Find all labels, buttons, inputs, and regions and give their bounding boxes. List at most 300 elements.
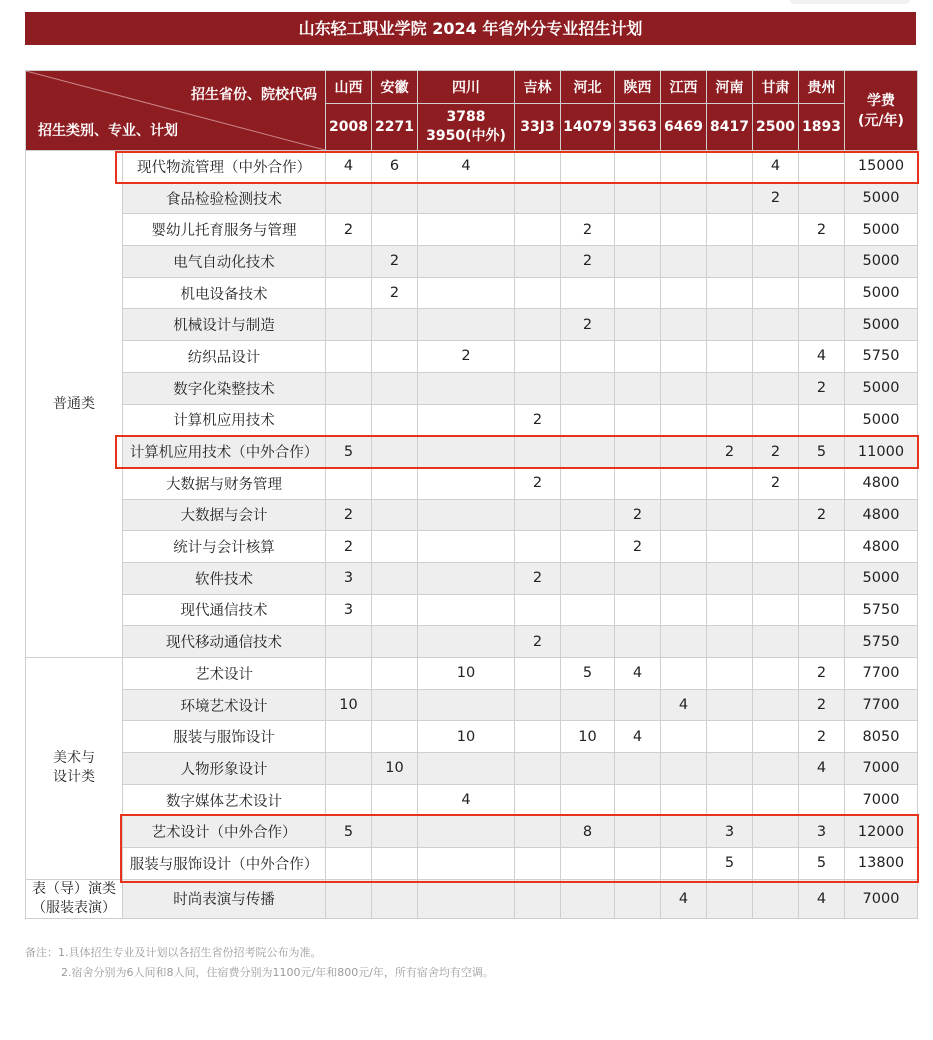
plan-count — [326, 626, 372, 658]
plan-count — [372, 626, 418, 658]
plan-count — [561, 182, 615, 214]
plan-count — [418, 246, 515, 278]
plan-count: 2 — [707, 436, 753, 468]
plan-count — [707, 658, 753, 690]
plan-count — [561, 436, 615, 468]
plan-count — [418, 594, 515, 626]
plan-count — [661, 499, 707, 531]
province-code: 8417 — [707, 104, 753, 151]
plan-count — [561, 626, 615, 658]
plan-count — [661, 848, 707, 880]
plan-count — [615, 246, 661, 278]
tuition-fee: 5000 — [845, 246, 918, 278]
plan-count — [753, 277, 799, 309]
plan-count: 5 — [707, 848, 753, 880]
plan-count: 2 — [326, 499, 372, 531]
tuition-fee: 4800 — [845, 531, 918, 563]
plan-count — [661, 309, 707, 341]
table-row — [26, 784, 918, 816]
tuition-fee: 15000 — [845, 151, 918, 183]
plan-count — [707, 626, 753, 658]
plan-count — [561, 531, 615, 563]
plan-count — [707, 562, 753, 594]
plan-count — [515, 816, 561, 848]
province-name: 江西 — [661, 71, 707, 104]
plan-count — [418, 879, 515, 918]
major-name: 现代移动通信技术 — [123, 626, 326, 658]
major-name: 纺织品设计 — [123, 341, 326, 373]
plan-count — [372, 309, 418, 341]
major-name: 大数据与财务管理 — [123, 467, 326, 499]
plan-count: 2 — [799, 658, 845, 690]
major-name: 艺术设计 — [123, 658, 326, 690]
plan-count — [707, 531, 753, 563]
plan-count — [515, 246, 561, 278]
plan-count — [661, 626, 707, 658]
plan-count — [661, 784, 707, 816]
plan-count — [561, 151, 615, 183]
plan-count — [661, 246, 707, 278]
province-code: 14079 — [561, 104, 615, 151]
plan-count: 2 — [799, 689, 845, 721]
plan-count — [615, 784, 661, 816]
plan-count — [372, 784, 418, 816]
tuition-fee: 5000 — [845, 214, 918, 246]
plan-count — [372, 594, 418, 626]
plan-count — [418, 309, 515, 341]
plan-count — [561, 594, 615, 626]
plan-count — [753, 753, 799, 785]
province-name: 贵州 — [799, 71, 845, 104]
fee-header: 学费 (元/年) — [845, 71, 918, 151]
major-name: 服装与服饰设计（中外合作） — [123, 848, 326, 880]
plan-count — [372, 879, 418, 918]
plan-count — [707, 594, 753, 626]
plan-count — [615, 626, 661, 658]
table-row — [26, 499, 918, 531]
plan-count — [418, 372, 515, 404]
tuition-fee: 5750 — [845, 626, 918, 658]
plan-count — [418, 626, 515, 658]
plan-count: 2 — [515, 404, 561, 436]
plan-count — [799, 309, 845, 341]
plan-count — [707, 467, 753, 499]
tuition-fee: 5750 — [845, 341, 918, 373]
plan-count — [372, 658, 418, 690]
plan-count: 10 — [418, 721, 515, 753]
plan-count — [418, 753, 515, 785]
plan-count — [418, 531, 515, 563]
province-name: 安徽 — [372, 71, 418, 104]
tuition-fee: 13800 — [845, 848, 918, 880]
plan-count — [707, 499, 753, 531]
plan-count: 2 — [799, 721, 845, 753]
plan-count — [372, 848, 418, 880]
plan-count: 5 — [799, 848, 845, 880]
province-code: 2500 — [753, 104, 799, 151]
plan-count — [326, 467, 372, 499]
plan-count: 10 — [326, 689, 372, 721]
tuition-fee: 11000 — [845, 436, 918, 468]
plan-count — [418, 182, 515, 214]
plan-count — [615, 404, 661, 436]
plan-count: 2 — [418, 341, 515, 373]
plan-count — [799, 594, 845, 626]
table-row — [26, 372, 918, 404]
plan-count — [418, 848, 515, 880]
plan-count — [707, 372, 753, 404]
plan-count — [561, 562, 615, 594]
plan-count — [615, 816, 661, 848]
table-row — [26, 531, 918, 563]
tuition-fee: 4800 — [845, 467, 918, 499]
plan-count — [615, 277, 661, 309]
plan-count — [661, 753, 707, 785]
plan-count — [326, 784, 372, 816]
plan-count — [372, 436, 418, 468]
plan-count — [615, 467, 661, 499]
plan-count — [753, 562, 799, 594]
header-corner — [26, 71, 326, 151]
plan-count: 3 — [799, 816, 845, 848]
plan-count — [326, 848, 372, 880]
major-name: 食品检验检测技术 — [123, 182, 326, 214]
plan-count: 2 — [799, 499, 845, 531]
plan-count — [372, 721, 418, 753]
plan-count — [615, 341, 661, 373]
plan-count — [799, 151, 845, 183]
plan-count — [372, 182, 418, 214]
plan-count — [372, 689, 418, 721]
plan-count — [515, 214, 561, 246]
note-1: 备注：1.具体招生专业及计划以各招生省份招考院公布为准。 — [25, 946, 322, 959]
plan-count — [753, 531, 799, 563]
province-name: 河北 — [561, 71, 615, 104]
plan-count: 5 — [799, 436, 845, 468]
plan-count — [661, 594, 707, 626]
plan-count: 4 — [326, 151, 372, 183]
table-row — [26, 151, 918, 183]
plan-count: 4 — [615, 658, 661, 690]
plan-count — [372, 499, 418, 531]
plan-count: 2 — [326, 531, 372, 563]
plan-count — [515, 277, 561, 309]
tuition-fee: 5750 — [845, 594, 918, 626]
plan-count: 10 — [372, 753, 418, 785]
plan-count — [661, 182, 707, 214]
table-row — [26, 341, 918, 373]
plan-count: 2 — [753, 467, 799, 499]
plan-count — [418, 467, 515, 499]
plan-count — [515, 784, 561, 816]
plan-count: 2 — [561, 246, 615, 278]
plan-count — [326, 658, 372, 690]
province-code: 3563 — [615, 104, 661, 151]
plan-count — [372, 372, 418, 404]
major-name: 现代物流管理（中外合作） — [123, 151, 326, 183]
plan-count — [418, 816, 515, 848]
plan-count — [799, 467, 845, 499]
plan-count — [799, 246, 845, 278]
plan-count — [799, 182, 845, 214]
plan-count: 2 — [515, 562, 561, 594]
table-row — [26, 404, 918, 436]
major-name: 数字化染整技术 — [123, 372, 326, 404]
plan-count — [561, 753, 615, 785]
plan-count: 3 — [707, 816, 753, 848]
plan-count — [753, 848, 799, 880]
major-name: 计算机应用技术 — [123, 404, 326, 436]
major-name: 计算机应用技术（中外合作） — [123, 436, 326, 468]
plan-count: 4 — [799, 341, 845, 373]
plan-count — [661, 562, 707, 594]
plan-count — [753, 499, 799, 531]
plan-count — [615, 594, 661, 626]
plan-count — [418, 689, 515, 721]
plan-count — [661, 404, 707, 436]
tuition-fee: 7700 — [845, 658, 918, 690]
plan-count — [326, 404, 372, 436]
plan-count — [515, 689, 561, 721]
plan-count — [515, 848, 561, 880]
table-row — [26, 879, 918, 918]
plan-count — [615, 372, 661, 404]
tuition-fee: 7700 — [845, 689, 918, 721]
tuition-fee: 5000 — [845, 277, 918, 309]
plan-count — [561, 341, 615, 373]
plan-count — [753, 246, 799, 278]
plan-count — [615, 182, 661, 214]
plan-count — [326, 753, 372, 785]
province-name: 四川 — [418, 71, 515, 104]
plan-count — [661, 721, 707, 753]
plan-count — [372, 562, 418, 594]
tuition-fee: 5000 — [845, 562, 918, 594]
plan-count — [418, 562, 515, 594]
plan-count — [615, 689, 661, 721]
plan-count — [707, 182, 753, 214]
table-row — [26, 246, 918, 278]
plan-count — [707, 879, 753, 918]
major-name: 机械设计与制造 — [123, 309, 326, 341]
plan-count — [561, 372, 615, 404]
plan-count — [753, 816, 799, 848]
plan-count — [418, 214, 515, 246]
plan-count: 2 — [515, 626, 561, 658]
plan-count — [515, 341, 561, 373]
table-row — [26, 182, 918, 214]
plan-count — [515, 499, 561, 531]
plan-count — [661, 436, 707, 468]
major-name: 软件技术 — [123, 562, 326, 594]
plan-count: 10 — [561, 721, 615, 753]
plan-count: 4 — [799, 879, 845, 918]
province-code: 2008 — [326, 104, 372, 151]
table-row — [26, 753, 918, 785]
plan-count — [326, 879, 372, 918]
province-name: 河南 — [707, 71, 753, 104]
plan-count: 2 — [372, 277, 418, 309]
tuition-fee: 7000 — [845, 784, 918, 816]
major-name: 人物形象设计 — [123, 753, 326, 785]
plan-count — [615, 436, 661, 468]
table-row — [26, 309, 918, 341]
plan-count — [515, 721, 561, 753]
plan-count — [515, 309, 561, 341]
plan-count — [515, 879, 561, 918]
plan-count: 4 — [418, 151, 515, 183]
plan-count — [515, 151, 561, 183]
plan-count — [753, 658, 799, 690]
plan-count — [753, 626, 799, 658]
plan-count — [707, 277, 753, 309]
plan-count: 10 — [418, 658, 515, 690]
plan-count — [753, 214, 799, 246]
plan-count — [661, 372, 707, 404]
plan-count — [561, 848, 615, 880]
plan-count: 4 — [615, 721, 661, 753]
corner-category-label: 招生类别、专业、计划 — [38, 123, 178, 139]
table-row — [26, 562, 918, 594]
plan-count: 8 — [561, 816, 615, 848]
plan-count — [561, 499, 615, 531]
province-name: 山西 — [326, 71, 372, 104]
plan-count: 4 — [661, 689, 707, 721]
enrollment-plan-table — [25, 70, 918, 919]
plan-count — [753, 309, 799, 341]
plan-count — [515, 182, 561, 214]
plan-count — [515, 531, 561, 563]
province-code: 6469 — [661, 104, 707, 151]
plan-count — [799, 562, 845, 594]
plan-count — [707, 721, 753, 753]
plan-count: 6 — [372, 151, 418, 183]
table-header — [26, 71, 918, 151]
plan-count: 3 — [326, 562, 372, 594]
province-name: 甘肃 — [753, 71, 799, 104]
plan-count: 4 — [753, 151, 799, 183]
plan-count — [707, 309, 753, 341]
plan-count — [326, 372, 372, 404]
plan-count — [753, 594, 799, 626]
plan-count — [799, 784, 845, 816]
plan-count — [707, 753, 753, 785]
plan-count: 2 — [561, 214, 615, 246]
plan-count: 5 — [326, 436, 372, 468]
plan-count — [418, 404, 515, 436]
plan-count — [326, 277, 372, 309]
plan-count — [661, 531, 707, 563]
plan-count — [615, 562, 661, 594]
plan-count: 2 — [615, 531, 661, 563]
plan-count — [707, 151, 753, 183]
plan-count — [799, 404, 845, 436]
plan-count — [799, 277, 845, 309]
plan-count — [418, 277, 515, 309]
plan-count — [661, 816, 707, 848]
plan-count: 3 — [326, 594, 372, 626]
plan-count — [753, 879, 799, 918]
table-row — [26, 816, 918, 848]
plan-count — [515, 594, 561, 626]
plan-count: 5 — [561, 658, 615, 690]
tuition-fee: 7000 — [845, 879, 918, 918]
province-name: 吉林 — [515, 71, 561, 104]
top-shadow — [790, 0, 910, 4]
table-body — [26, 151, 918, 919]
plan-count — [753, 721, 799, 753]
plan-count — [615, 309, 661, 341]
plan-count — [418, 499, 515, 531]
plan-count — [661, 467, 707, 499]
plan-count — [326, 182, 372, 214]
plan-count — [326, 341, 372, 373]
plan-count — [661, 658, 707, 690]
major-name: 艺术设计（中外合作） — [123, 816, 326, 848]
plan-count — [707, 214, 753, 246]
plan-count — [561, 277, 615, 309]
plan-count — [372, 531, 418, 563]
plan-count — [561, 467, 615, 499]
plan-count — [561, 879, 615, 918]
tuition-fee: 4800 — [845, 499, 918, 531]
plan-count — [561, 784, 615, 816]
tuition-fee: 8050 — [845, 721, 918, 753]
plan-count — [707, 246, 753, 278]
plan-count — [326, 721, 372, 753]
tuition-fee: 5000 — [845, 182, 918, 214]
note-2: 2.宿舍分别为6人间和8人间，住宿费分别为1100元/年和800元/年，所有宿舍均有空调。 — [61, 966, 494, 979]
plan-count — [753, 689, 799, 721]
page-title: 山东轻工职业学院 2024 年省外分专业招生计划 — [25, 12, 916, 45]
major-name: 现代通信技术 — [123, 594, 326, 626]
plan-count: 2 — [615, 499, 661, 531]
province-code: 2271 — [372, 104, 418, 151]
plan-count — [661, 214, 707, 246]
plan-count — [515, 753, 561, 785]
plan-count — [372, 816, 418, 848]
plan-count — [753, 784, 799, 816]
major-name: 时尚表演与传播 — [123, 879, 326, 918]
plan-count — [707, 341, 753, 373]
tuition-fee: 5000 — [845, 404, 918, 436]
plan-count — [615, 753, 661, 785]
table-row — [26, 277, 918, 309]
plan-count: 2 — [326, 214, 372, 246]
category-cell: 普通类 — [26, 151, 123, 658]
plan-count — [661, 341, 707, 373]
plan-count — [515, 436, 561, 468]
plan-count: 2 — [799, 214, 845, 246]
corner-province-label: 招生省份、院校代码 — [191, 87, 317, 103]
plan-count — [753, 404, 799, 436]
table-row — [26, 658, 918, 690]
table-row — [26, 467, 918, 499]
plan-count — [372, 214, 418, 246]
table-row — [26, 594, 918, 626]
plan-count — [372, 467, 418, 499]
major-name: 环境艺术设计 — [123, 689, 326, 721]
table-row — [26, 436, 918, 468]
plan-count: 5 — [326, 816, 372, 848]
major-name: 统计与会计核算 — [123, 531, 326, 563]
major-name: 电气自动化技术 — [123, 246, 326, 278]
plan-count — [418, 436, 515, 468]
plan-count: 2 — [515, 467, 561, 499]
plan-count: 2 — [753, 182, 799, 214]
major-name: 机电设备技术 — [123, 277, 326, 309]
plan-count — [799, 531, 845, 563]
